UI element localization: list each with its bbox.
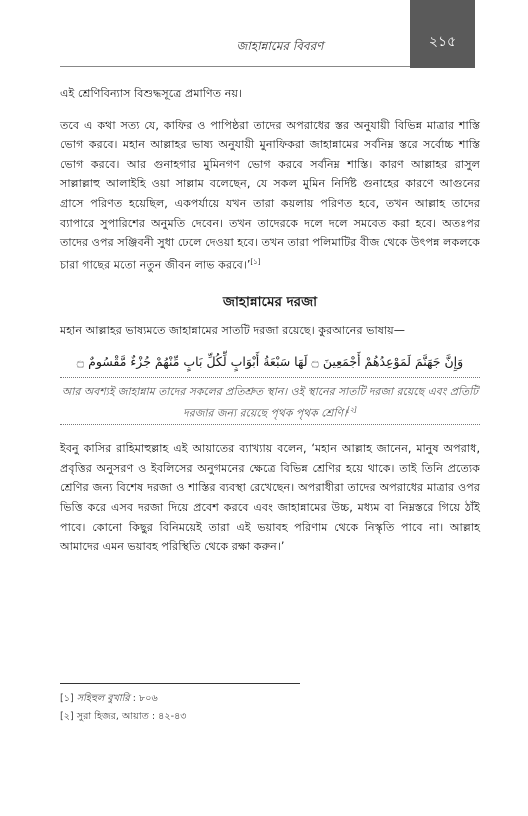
page-body bbox=[60, 84, 480, 557]
header-rule bbox=[60, 66, 410, 67]
footnote-ref-1[interactable]: [১] bbox=[250, 257, 261, 266]
footnote-marker: [২] bbox=[60, 711, 74, 722]
page-number-tab bbox=[410, 0, 475, 68]
footnote-rule bbox=[60, 683, 300, 684]
running-header-title: জাহান্নামের বিবরণ bbox=[236, 39, 324, 53]
footnote-source: সহিহুল বুখারি bbox=[76, 693, 130, 704]
intro-paragraph: মহান আল্লাহর ভাষ্যমতে জাহান্নামের সাতটি দরজা রয়েছে। কুরআনের ভাষায়— bbox=[60, 324, 405, 338]
footnote-detail: সুরা হিজর, আয়াত : ৪২-৪৩ bbox=[76, 711, 187, 722]
paragraph-2 bbox=[60, 116, 480, 275]
arabic-verse: وَإِنَّ جَهَنَّمَ لَمَوْعِدُهُمْ أَجْمَعِينَ ۝ لَهَا سَبْعَةُ أَبْوَابٍ لِّكُلِّ بَابٍ مِّنْهُمْ جُزْءٌ مَّقْسُومٌ ۝ bbox=[76, 353, 464, 369]
footnote-ref-2[interactable]: [২] bbox=[346, 405, 357, 414]
footnote-2 bbox=[60, 708, 480, 726]
footnote-1 bbox=[60, 690, 480, 708]
footnotes bbox=[60, 690, 480, 726]
section-title: জাহান্নামের দরজা bbox=[222, 294, 318, 311]
paragraph-1: এই শ্রেণিবিন্যাস বিশুদ্ধসূত্রে প্রমাণিত নয়। bbox=[60, 87, 242, 100]
verse-box bbox=[60, 347, 480, 426]
verse-translation bbox=[60, 378, 480, 425]
closing-paragraph: ইবনু কাসির রাহিমাহুল্লাহ এই আয়াতের ব্যাখ্যায় বলেন, ‘মহান আল্লাহ জানেন, মানুষ অপরাধ, প্রবৃত্তির অনুসরণ ও ইবলিসের অনুগমনের ক্ষেত্রে বিভিন্ন শ্রেণির হয়ে থাকে। তাই তিনি প্রত্যেক শ্রেণির জন্য বিশেষ দরজা ও শাস্তির ব্যবস্থা রেখেছেন। অপরাধীরা তাদের অপরাধের মাত্রার ওপর ভিত্তি করে এসব দরজা দিয়ে প্রবেশ করবে এবং জাহান্নামের উচ্চ, মধ্যম বা নিম্নস্তরে গিয়ে ঠাঁই পাবে। কোনো কিছুর বিনিময়েই তারা এই ভয়াবহ পরিণাম থেকে নিস্কৃতি পাবে না। আল্লাহ আমাদের এমন ভয়াবহ পরিস্থিতি থেকে রক্ষা করুন।’ bbox=[60, 442, 480, 554]
footnote-detail: : ৮০৬ bbox=[132, 693, 158, 704]
paragraph-2-text: তবে এ কথা সত্য যে, কাফির ও পাপিষ্ঠরা তাদের অপরাধের স্তর অনুযায়ী বিভিন্ন মাত্রার শাস্তি ভোগ করবে। মহান আল্লাহর ভাষ্য অনুযায়ী মুনাফিকরা জাহান্নামের সর্বনিম্ন স্তরে সর্বোচ্চ শাস্তি ভোগ করবে। আর গুনাহগার মুমিনগণ ভোগ করবে সর্বনিম্ন শাস্তি। কারণ আল্লাহর রাসুল সাল্লাল্লাহু আলাইহি ওয়া সাল্লাম বলেছেন, যে সকল মুমিন নির্দিষ্ট গুনাহের কারণে আগুনের গ্রাসে পরিণত হয়েছিল, একপর্যায়ে যখন তারা কয়লায় পরিণত হবে, তখন আল্লাহ তাদের ব্যাপারে সুপারিশের অনুমতি দেবেন। তখন তাদেরকে দলে দলে সমবেত করা হবে। অতঃপর তাদের ওপর সঞ্জিবনী সুধা ঢেলে দেওয়া হবে। তখন তারা পলিমাটির বীজ থেকে উৎপন্ন লকলকে চারা গাছের মতো নতুন জীবন লাভ করবে।’ bbox=[60, 118, 480, 272]
footnote-marker: [১] bbox=[60, 693, 74, 704]
verse-translation-text: আর অবশ্যই জাহান্নাম তাদের সকলের প্রতিশ্রুত স্থান। ওই স্থানের সাতটি দরজা রয়েছে এবং প্রতিটি দরজার জন্য রয়েছে পৃথক পৃথক শ্রেণি। bbox=[61, 384, 479, 420]
page-number: ২১৫ bbox=[428, 34, 457, 50]
